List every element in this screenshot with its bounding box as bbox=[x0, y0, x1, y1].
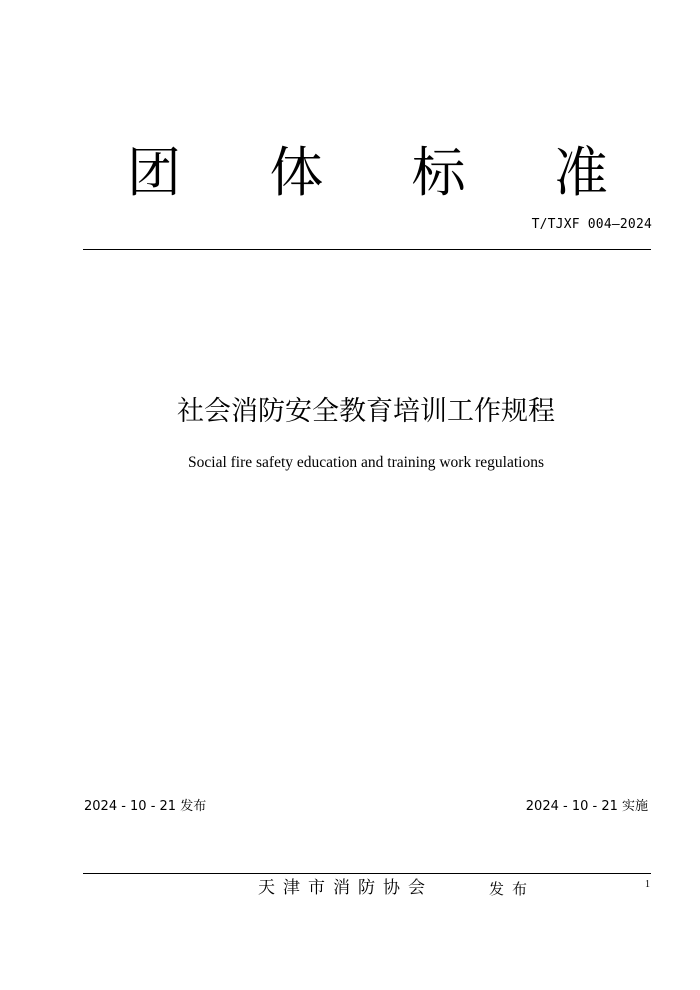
publisher-name: 天津市消防协会 bbox=[258, 878, 433, 898]
standard-number: T/TJXF 004—2024 bbox=[531, 217, 652, 232]
heading-char-1: 团 bbox=[127, 141, 181, 204]
heading-char-2: 体 bbox=[269, 141, 324, 204]
document-type-heading bbox=[100, 138, 635, 208]
bottom-divider bbox=[83, 873, 651, 874]
heading-char-3: 标 bbox=[411, 141, 466, 204]
page-number: 1 bbox=[645, 879, 650, 890]
document-title-chinese: 社会消防安全教育培训工作规程 bbox=[177, 396, 555, 427]
effective-date: 2024 - 10 - 21 实施 bbox=[525, 799, 648, 814]
top-divider bbox=[83, 249, 651, 250]
heading-char-4: 准 bbox=[553, 141, 608, 204]
issue-date: 2024 - 10 - 21 发布 bbox=[84, 799, 207, 814]
publish-label: 发布 bbox=[489, 880, 536, 898]
document-title-english: Social fire safety education and training work regulations bbox=[188, 454, 544, 471]
